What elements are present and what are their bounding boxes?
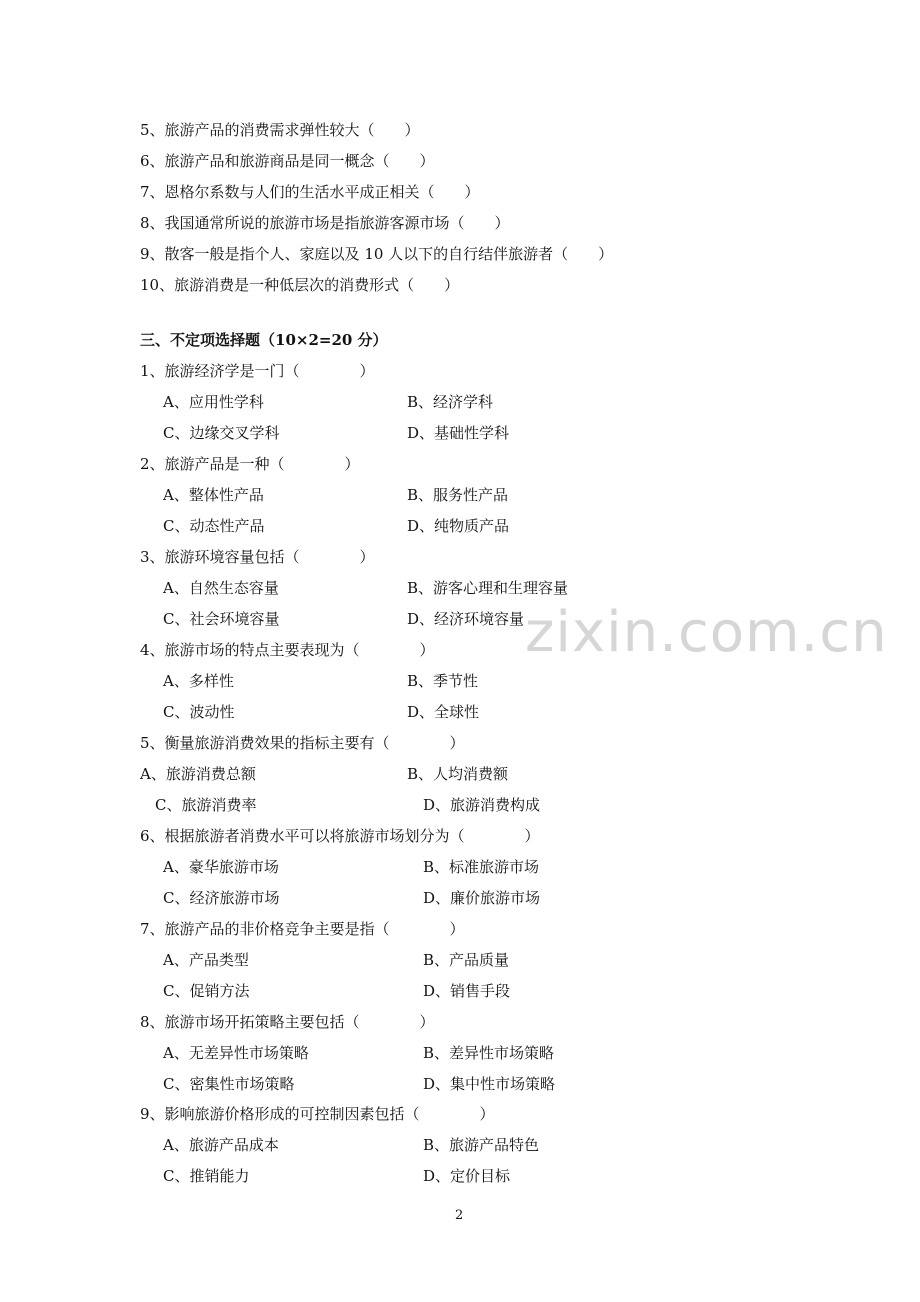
option-b: B、旅游产品特色 xyxy=(423,1136,540,1154)
option-a: A、豪华旅游市场 xyxy=(163,858,279,876)
option-b: B、标准旅游市场 xyxy=(423,858,540,876)
watermark: zixin.com.cn xyxy=(525,600,888,665)
option-b: B、人均消费额 xyxy=(407,765,509,783)
question-stem: 9、影响旅游价格形成的可控制因素包括（ ） xyxy=(140,1105,495,1123)
option-d: D、集中性市场策略 xyxy=(423,1075,556,1093)
tf-question-6: 6、旅游产品和旅游商品是同一概念（ ） xyxy=(140,152,435,170)
option-c: C、旅游消费率 xyxy=(155,796,257,814)
option-a: A、旅游产品成本 xyxy=(163,1136,279,1154)
option-a: A、整体性产品 xyxy=(163,486,264,504)
option-d: D、全球性 xyxy=(407,703,480,721)
option-a: A、无差异性市场策略 xyxy=(163,1044,309,1062)
option-c: C、社会环境容量 xyxy=(163,610,280,628)
question-stem: 4、旅游市场的特点主要表现为（ ） xyxy=(140,641,435,659)
tf-question-8: 8、我国通常所说的旅游市场是指旅游客源市场（ ） xyxy=(140,214,510,232)
question-stem: 8、旅游市场开拓策略主要包括（ ） xyxy=(140,1013,435,1031)
question-stem: 7、旅游产品的非价格竞争主要是指（ ） xyxy=(140,920,465,938)
question-stem: 5、衡量旅游消费效果的指标主要有（ ） xyxy=(140,734,465,752)
option-a: A、旅游消费总额 xyxy=(140,765,256,783)
option-a: A、多样性 xyxy=(163,672,234,690)
tf-question-9: 9、散客一般是指个人、家庭以及 10 人以下的自行结伴旅游者（ ） xyxy=(140,245,614,263)
option-d: D、廉价旅游市场 xyxy=(423,889,541,907)
option-d: D、旅游消费构成 xyxy=(423,796,541,814)
option-a: A、产品类型 xyxy=(163,951,249,969)
tf-question-7: 7、恩格尔系数与人们的生活水平成正相关（ ） xyxy=(140,183,480,201)
option-c: C、密集性市场策略 xyxy=(163,1075,295,1093)
section-heading: 三、不定项选择题（10×2=20 分） xyxy=(140,331,388,349)
question-stem: 1、旅游经济学是一门（ ） xyxy=(140,362,375,380)
option-d: D、销售手段 xyxy=(423,982,511,1000)
option-d: D、经济环境容量 xyxy=(407,610,525,628)
page-number: 2 xyxy=(455,1208,464,1223)
question-stem: 6、根据旅游者消费水平可以将旅游市场划分为（ ） xyxy=(140,827,540,845)
option-b: B、经济学科 xyxy=(407,393,494,411)
option-a: A、自然生态容量 xyxy=(163,579,279,597)
option-a: A、应用性学科 xyxy=(163,393,264,411)
option-b: B、游客心理和生理容量 xyxy=(407,579,569,597)
option-c: C、边缘交叉学科 xyxy=(163,424,280,442)
tf-question-5: 5、旅游产品的消费需求弹性较大（ ） xyxy=(140,121,420,139)
option-d: D、基础性学科 xyxy=(407,424,510,442)
option-d: D、定价目标 xyxy=(423,1167,511,1185)
option-b: B、差异性市场策略 xyxy=(423,1044,555,1062)
question-stem: 3、旅游环境容量包括（ ） xyxy=(140,548,375,566)
option-d: D、纯物质产品 xyxy=(407,517,510,535)
question-stem: 2、旅游产品是一种（ ） xyxy=(140,455,360,473)
option-c: C、促销方法 xyxy=(163,982,250,1000)
option-c: C、波动性 xyxy=(163,703,235,721)
option-b: B、季节性 xyxy=(407,672,479,690)
option-b: B、产品质量 xyxy=(423,951,510,969)
option-b: B、服务性产品 xyxy=(407,486,509,504)
option-c: C、经济旅游市场 xyxy=(163,889,280,907)
tf-question-10: 10、旅游消费是一种低层次的消费形式（ ） xyxy=(140,276,460,294)
option-c: C、动态性产品 xyxy=(163,517,265,535)
option-c: C、推销能力 xyxy=(163,1167,250,1185)
